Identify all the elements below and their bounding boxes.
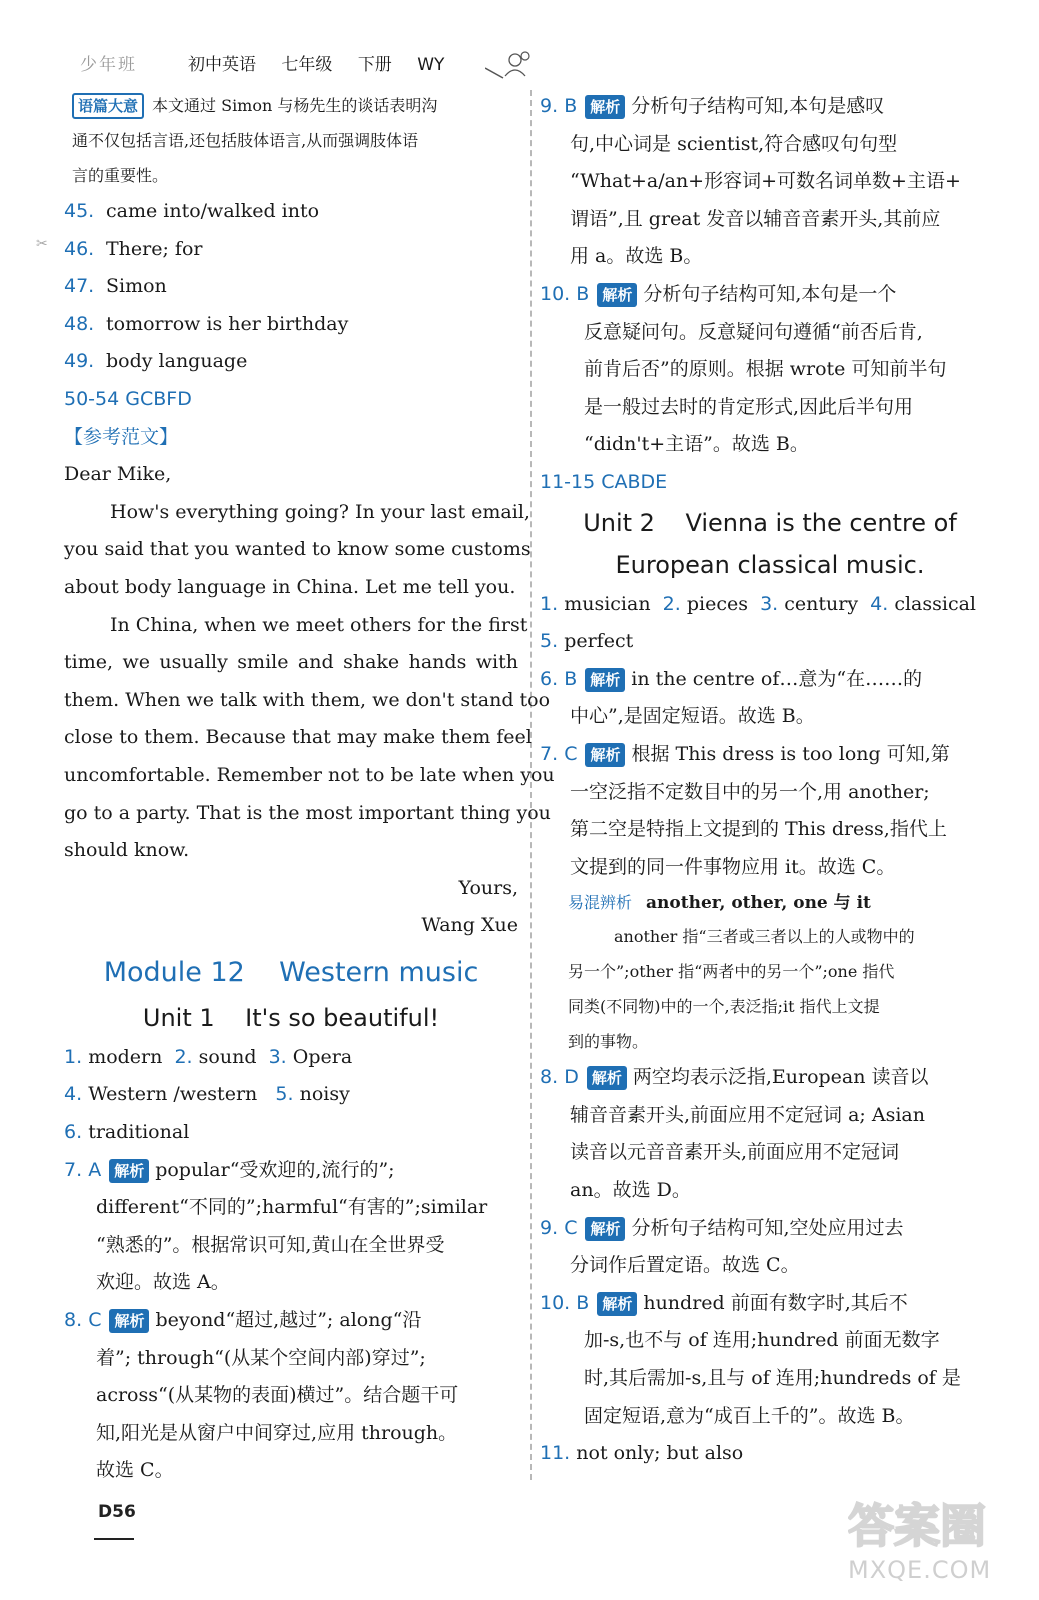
vocab-row <box>540 586 1000 624</box>
answer-text: pieces <box>686 592 748 615</box>
explanation-line: an。故选 D。 <box>570 1179 691 1202</box>
question-9 <box>540 88 1000 276</box>
letter-line: close to them. Because that may make them feel <box>64 726 532 749</box>
analysis-tag: 解析 <box>109 1309 149 1333</box>
unit2-question-7 <box>540 736 1000 886</box>
margin-mark-icon: ✂ <box>36 236 48 252</box>
answer-number: 5. <box>540 630 559 653</box>
analysis-tag: 解析 <box>585 95 625 119</box>
answer-text: body language <box>106 350 248 373</box>
analysis-tag: 解析 <box>587 1066 627 1090</box>
analysis-tag: 解析 <box>109 1159 149 1183</box>
unit2-question-6 <box>540 661 1000 736</box>
summary-line: 言的重要性。 <box>72 166 169 185</box>
confusion-line: another 指“三者或三者以上的人或物中的 <box>614 927 915 947</box>
explanation-line: 用 a。故选 B。 <box>570 245 703 268</box>
answer-range: 50-54 GCBFD <box>64 387 192 410</box>
explanation-line: 故选 C。 <box>96 1459 174 1482</box>
unit2-question-8 <box>540 1059 1000 1209</box>
answer-letter: B <box>564 667 578 690</box>
answer-text: Western /western <box>88 1083 258 1106</box>
confusion-line: 同类(不同物)中的一个,表泛指;it 指代上文提 <box>568 997 880 1017</box>
page-number: D56 <box>98 1502 136 1522</box>
analysis-tag: 解析 <box>597 1292 637 1316</box>
explanation-line: 知,阳光是从窗户中间穿过,应用 through。 <box>96 1421 458 1444</box>
question-number: 9. <box>540 1216 559 1239</box>
answer-text: century <box>784 592 859 615</box>
answer-letter: A <box>88 1158 102 1181</box>
letter-line: How's everything going? In your last email, <box>110 500 530 523</box>
volume-label: 下册 <box>357 55 392 75</box>
answer-text: There; for <box>106 237 203 260</box>
answer-number: 1. <box>540 592 559 615</box>
question-number: 6. <box>540 667 559 690</box>
answer-item <box>64 268 518 306</box>
explanation-line: popular“受欢迎的,流行的”; <box>155 1158 395 1181</box>
answer-text: traditional <box>88 1121 190 1144</box>
letter-line: go to a party. That is the most important thing you <box>64 801 551 824</box>
unit-title-continued: European classical music. <box>615 550 925 579</box>
answer-text: noisy <box>299 1083 350 1106</box>
confusion-tag: 易混辨析 <box>568 893 633 913</box>
answer-number: 49. <box>64 350 95 373</box>
module-title: Module 12 Western music <box>103 956 479 988</box>
explanation-line: 第二空是特指上文提到的 This dress,指代上 <box>570 818 947 841</box>
right-column <box>540 88 1000 1473</box>
explanation-line: across“(从某物的表面)横过”。结合题干可 <box>96 1384 459 1407</box>
answer-letter: B <box>564 95 578 117</box>
answer-letter: B <box>576 1291 590 1314</box>
summary-line: 通不仅包括言语,还包括肢体语言,从而强调肢体语 <box>72 131 419 150</box>
explanation-line: 时,其后需加-s,且与 of 连用;hundreds of 是 <box>584 1367 961 1390</box>
explanation-line: 欢迎。故选 A。 <box>96 1271 230 1294</box>
answer-text: not only; but also <box>576 1442 744 1465</box>
confusion-line: 另一个”;other 指“两者中的另一个”;one 指代 <box>568 962 895 982</box>
explanation-line: 句,中心词是 scientist,符合感叹句句型 <box>570 132 898 155</box>
analysis-tag: 解析 <box>597 283 637 307</box>
answer-item <box>64 231 518 269</box>
letter-line: about body language in China. Let me tell you. <box>64 575 516 598</box>
header-meta <box>188 50 464 75</box>
explanation-line: beyond“超过,越过”; along“沿 <box>155 1309 422 1332</box>
answer-number: 3. <box>760 592 779 615</box>
question-number: 8. <box>540 1066 559 1089</box>
explanation-line: 分析句子结构可知,本句是感叹 <box>631 95 885 117</box>
watermark-logo-text: 答案圈 <box>848 1499 986 1553</box>
analysis-tag: 解析 <box>585 668 625 692</box>
explanation-line: 反意疑问句。反意疑问句遵循“前否后肯, <box>584 320 923 343</box>
explanation-line: 辅音音素开头,前面应用不定冠词 a; Asian <box>570 1103 925 1126</box>
answer-number: 1. <box>64 1045 83 1068</box>
question-10 <box>540 276 1000 464</box>
explanation-line: 分词作后置定语。故选 C。 <box>570 1254 800 1277</box>
answer-range: 11-15 CABDE <box>540 470 668 493</box>
letter-line: uncomfortable. Remember not to be late when you <box>64 763 555 786</box>
answer-number: 2. <box>662 592 681 615</box>
question-number: 7. <box>64 1158 83 1181</box>
letter-line: time, we usually smile and shake hands with <box>64 651 518 674</box>
answer-number: 4. <box>870 592 889 615</box>
letter-greeting: Dear Mike, <box>64 463 172 486</box>
answer-letter: C <box>564 1216 578 1239</box>
page-number-underline <box>94 1538 134 1540</box>
answer-item <box>64 343 518 381</box>
explanation-line: “What+a/an+形容词+可数名词单数+主语+ <box>570 170 961 193</box>
answer-item <box>64 306 518 344</box>
explanation-line: 分析句子结构可知,本句是一个 <box>643 282 897 305</box>
answer-text: sound <box>198 1045 257 1068</box>
brand-logo: 少年班 <box>80 55 137 75</box>
letter-line: them. When we talk with them, we don't stand too <box>64 688 551 711</box>
answer-number: 5. <box>275 1083 294 1106</box>
answer-number: 46. <box>64 237 95 260</box>
unit-title: Unit 1 It's so beautiful! <box>142 1003 440 1032</box>
edition-label: WY <box>417 55 445 75</box>
explanation-line: 两空均表示泛指,European 读音以 <box>632 1066 929 1089</box>
vocab-row <box>64 1039 518 1077</box>
answer-text: Opera <box>292 1045 353 1068</box>
explanation-line: “熟悉的”。根据常识可知,黄山在全世界受 <box>96 1233 445 1256</box>
answer-number: 4. <box>64 1083 83 1106</box>
grade-label: 七年级 <box>281 55 333 75</box>
summary-tag: 语篇大意 <box>72 93 144 119</box>
answer-letter: C <box>564 742 578 765</box>
explanation-line: 根据 This dress is too long 可知,第 <box>631 742 950 765</box>
analysis-tag: 解析 <box>585 743 625 767</box>
answer-letter: B <box>576 282 590 305</box>
letter-line: In China, when we meet others for the first <box>110 613 528 636</box>
answer-number: 47. <box>64 275 95 298</box>
explanation-line: different“不同的”;harmful“有害的”;similar <box>96 1196 488 1219</box>
explanation-line: “didn't+主语”。故选 B。 <box>584 433 809 456</box>
answer-text: tomorrow is her birthday <box>106 312 349 335</box>
unit2-question-11 <box>540 1435 1000 1473</box>
letter-closing: Yours, <box>458 876 518 899</box>
answer-number: 2. <box>174 1045 193 1068</box>
reference-title: 【参考范文】 <box>64 425 179 448</box>
watermark <box>848 1494 1028 1584</box>
subject-label: 初中英语 <box>188 55 256 75</box>
explanation-line: 着”; through“(从某个空间内部)穿过”; <box>96 1346 426 1369</box>
question-7 <box>64 1152 518 1302</box>
letter-line: you said that you wanted to know some customs <box>64 538 531 561</box>
answer-text: musician <box>564 592 651 615</box>
summary-line: 本文通过 Simon 与杨先生的谈话表明沟 <box>152 96 438 115</box>
explanation-line: 读音以元音音素开头,前面应用不定冠词 <box>570 1141 900 1164</box>
confusion-title: another, other, one 与 it <box>646 893 871 914</box>
question-number: 9. <box>540 95 559 117</box>
question-number: 10. <box>540 1291 571 1314</box>
answer-number: 45. <box>64 200 95 222</box>
watermark-logo-icon <box>848 1494 1028 1554</box>
answer-number: 6. <box>64 1121 83 1144</box>
explanation-line: 前肯后否”的原则。根据 wrote 可知前半句 <box>584 358 947 381</box>
page-header <box>60 46 540 82</box>
explanation-line: hundred 前面有数字时,其后不 <box>643 1291 908 1314</box>
explanation-line: 文提到的同一件事物应用 it。故选 C。 <box>570 855 896 878</box>
explanation-line: 谓语”,且 great 发音以辅音音素开头,其前应 <box>570 207 941 230</box>
vocab-row <box>64 1076 518 1114</box>
answer-text: classical <box>894 592 977 615</box>
unit2-question-10 <box>540 1285 1000 1435</box>
explanation-line: 固定短语,意为“成百上千的”。故选 B。 <box>584 1404 915 1427</box>
letter-signature: Wang Xue <box>421 914 518 937</box>
question-number: 8. <box>64 1309 83 1332</box>
explanation-line: 分析句子结构可知,空处应用过去 <box>631 1216 904 1239</box>
left-column <box>64 88 555 1490</box>
answer-text: Simon <box>106 275 167 298</box>
summary-block <box>64 88 518 193</box>
answer-text: perfect <box>564 630 634 653</box>
answer-text: modern <box>88 1045 163 1068</box>
question-8 <box>64 1302 518 1490</box>
confusion-line: 到的事物。 <box>568 1032 649 1052</box>
answer-letter: C <box>88 1309 102 1332</box>
question-number: 7. <box>540 742 559 765</box>
answer-number: 48. <box>64 312 95 335</box>
question-number: 11. <box>540 1442 571 1465</box>
explanation-line: 中心”,是固定短语。故选 B。 <box>570 705 815 728</box>
vocab-row <box>64 1114 518 1152</box>
header-decoration-icon <box>485 46 545 80</box>
answer-letter: D <box>564 1066 579 1089</box>
sample-letter <box>64 456 555 945</box>
question-number: 10. <box>540 282 571 305</box>
analysis-tag: 解析 <box>585 1217 625 1241</box>
explanation-line: 是一般过去时的肯定形式,因此后半句用 <box>584 395 914 418</box>
answer-number: 3. <box>268 1045 287 1068</box>
unit-title: Unit 2 Vienna is the centre of <box>583 508 957 537</box>
vocab-row <box>540 623 1000 661</box>
confusion-note <box>540 886 1000 1059</box>
watermark-url: MXQE.COM <box>848 1556 992 1584</box>
answer-text: came into/walked into <box>106 200 320 222</box>
answer-item <box>64 193 518 231</box>
explanation-line: 一空泛指不定数目中的另一个,用 another; <box>570 780 930 803</box>
unit2-question-9 <box>540 1210 1000 1285</box>
explanation-line: 加-s,也不与 of 连用;hundred 前面无数字 <box>584 1329 940 1352</box>
explanation-line: in the centre of…意为“在……的 <box>631 667 923 690</box>
letter-line: should know. <box>64 839 190 862</box>
